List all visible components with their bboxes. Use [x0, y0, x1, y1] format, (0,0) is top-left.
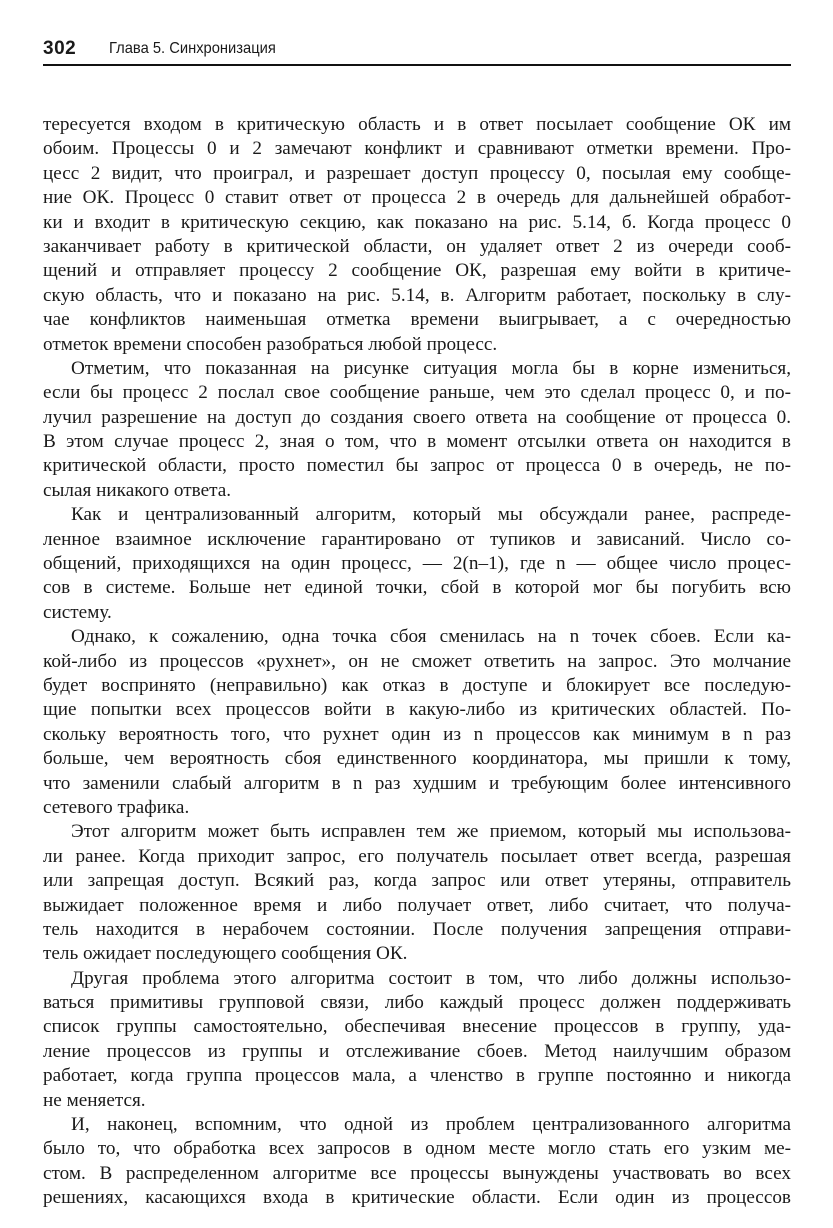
text-line: что заменили слабый алгоритм в n раз худшим и требующим более интенсивного [43, 772, 791, 794]
text-line: заканчивает работу в критической области, он удаляет ответ 2 из очереди сооб- [43, 235, 791, 257]
text-line: ленное взаимное исключение гарантировано от тупиков и зависаний. Число со- [43, 528, 791, 550]
text-line: ли ранее. Когда приходит запрос, его получатель посылает ответ всегда, разрешая [43, 845, 791, 867]
text-line: тель находится в нерабочем состоянии. После получения запрещения отправи- [43, 918, 791, 940]
text-line: ление процессов из группы и отслеживание сбоев. Метод наилучшим образом [43, 1040, 791, 1062]
text-line: критической области, просто поместил бы запрос от процесса 0 в очередь, не по- [43, 455, 791, 477]
paragraph [43, 820, 791, 966]
text-line: скольку вероятность того, что рухнет один из n процессов как минимум в n раз [43, 723, 791, 745]
body-text [43, 113, 791, 1211]
text-line: И, наконец, вспомним, что одной из проблем централизованного алгоритма [71, 1114, 791, 1136]
text-line: тель ожидает последующего сообщения ОК. [43, 943, 408, 965]
text-line: ваться примитивы групповой связи, либо каждый процесс должен поддерживать [43, 992, 791, 1014]
text-line: сетевого трафика. [43, 796, 190, 818]
text-line: ние ОК. Процесс 0 ставит ответ от процесса 2 в очередь для дальнейшей обработ- [43, 187, 791, 209]
page-number: 302 [43, 38, 77, 59]
text-line: Этот алгоритм может быть исправлен тем же приемом, который мы использова- [71, 821, 791, 843]
text-line: было то, что обработка всех запросов в одном месте могло стать его узким ме- [43, 1138, 791, 1160]
paragraph [43, 967, 791, 1113]
header-rule [43, 64, 791, 66]
text-line: лучил разрешение на доступ до создания своего ответа на сообщение от процесса 0. [43, 406, 791, 428]
text-line: работает, когда группа процессов мала, а членство в группе постоянно и никогда [43, 1065, 791, 1087]
text-line: В этом случае процесс 2, зная о том, что в момент отсылки ответа он находится в [43, 431, 791, 453]
chapter-title: Глава 5. Синхронизация [109, 40, 276, 57]
paragraph [43, 1113, 791, 1211]
text-line: Другая проблема этого алгоритма состоит в том, что либо должны использо- [71, 967, 791, 989]
paragraph [43, 503, 791, 625]
text-line: чае конфликтов наименьшая отметка времени выигрывает, а с очередностью [43, 309, 791, 331]
text-line: щений и отправляет процессу 2 сообщение ОК, разрешая ему войти в критиче- [43, 260, 791, 282]
text-line: сылая никакого ответа. [43, 479, 232, 501]
text-line: отметок времени способен разобраться любой процесс. [43, 333, 498, 355]
text-line: кой-либо из процессов «рухнет», он не сможет ответить на запрос. Это молчание [43, 650, 791, 672]
text-line: цесс 2 видит, что проиграл, и разрешает доступ процессу 0, посылая ему сообще- [43, 162, 791, 184]
text-line: щие попытки всех процессов войти в какую-либо из критических областей. По- [43, 699, 791, 721]
paragraph [43, 357, 791, 503]
text-line: Как и централизованный алгоритм, который мы обсуждали ранее, распреде- [71, 504, 791, 526]
text-line: скую область, что и показано на рис. 5.14, в. Алгоритм работает, поскольку в слу- [43, 284, 791, 306]
text-line: если бы процесс 2 послал свое сообщение раньше, чем это сделал процесс 0, и по- [43, 382, 791, 404]
running-header [43, 36, 791, 66]
text-line: не меняется. [43, 1089, 146, 1111]
text-line: стом. В распределенном алгоритме все процессы вынуждены участвовать во всех [43, 1162, 791, 1184]
text-line: выжидает положенное время и либо получает ответ, либо считает, что получа- [43, 894, 791, 916]
text-line: список группы самостоятельно, обеспечивая внесение процессов в группу, уда- [43, 1016, 791, 1038]
text-line: ки и входит в критическую секцию, как показано на рис. 5.14, б. Когда процесс 0 [43, 211, 791, 233]
paragraph [43, 113, 791, 357]
text-line: систему. [43, 601, 112, 623]
text-line: общений, приходящихся на один процесс, — 2(n–1), где n — общее число процес- [43, 553, 791, 575]
text-line: обоим. Процессы 0 и 2 замечают конфликт и сравнивают отметки времени. Про- [43, 138, 791, 160]
text-line: Отметим, что показанная на рисунке ситуация могла бы в корне измениться, [71, 357, 791, 379]
text-line: будет воспринято (неправильно) как отказ в доступе и блокирует все последую- [43, 674, 791, 696]
text-line: сов в системе. Больше нет единой точки, сбой в которой мог бы погубить всю [43, 577, 791, 599]
text-line: тересуется входом в критическую область и в ответ посылает сообщение ОК им [43, 114, 791, 135]
text-line: решениях, касающихся входа в критические области. Если один из процессов [43, 1187, 791, 1209]
text-line: или запрещая доступ. Всякий раз, когда запрос или ответ утеряны, отправитель [43, 870, 791, 892]
text-line: Однако, к сожалению, одна точка сбоя сменилась на n точек сбоев. Если ка- [71, 626, 791, 648]
text-line: больше, чем вероятность сбоя единственного координатора, мы пришли к тому, [43, 748, 791, 770]
paragraph [43, 625, 791, 820]
